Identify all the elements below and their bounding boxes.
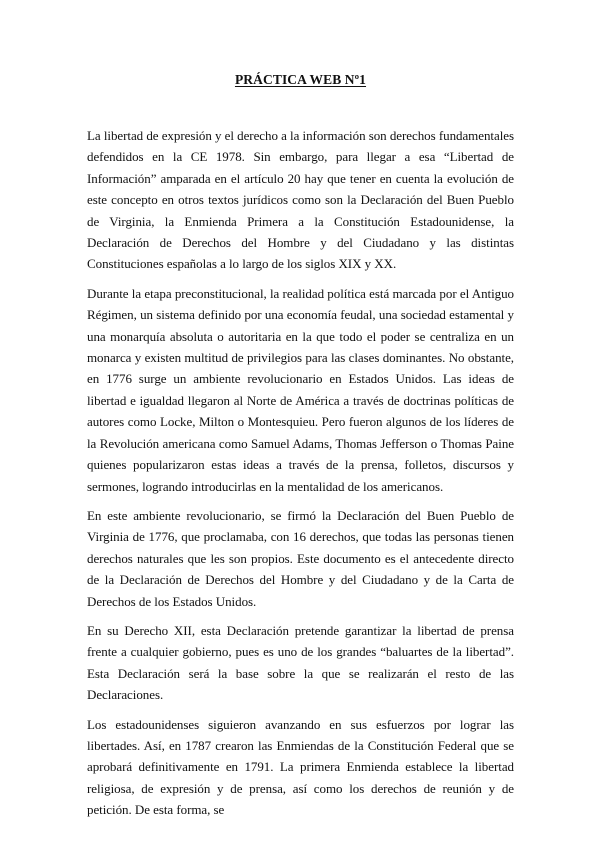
page-title: PRÁCTICA WEB Nº1 <box>234 72 367 87</box>
paragraph-preconstitutional: Durante la etapa preconstitucional, la realidad política está marcada por el Antiguo Régimen, un sistema definido por una economía feudal, una sociedad estamental y una monarquía absoluta o autoritaria en la que todo el poder se centraliza en un monarca y existen multitud de privilegios para las clases dominantes. No obstante, en 1776 surge un ambiente revolucionario en Estados Unidos. Las ideas de libertad e igualdad llegaron al Norte de América a través de doctrinas políticas de autores como Locke, Milton o Montesquieu. Pero fueron algunos de los líderes de la Revolución americana como Samuel Adams, Thomas Jefferson o Thomas Paine quienes popularizaron estas ideas a través de la prensa, folletos, discursos y sermones, logrando introducirlas en la mentalidad de los americanos. <box>87 285 514 494</box>
paragraph-derecho-xii: En su Derecho XII, esta Declaración pretende garantizar la libertad de prensa frente a cualquier gobierno, pues es uno de los grandes “baluartes de la libertad”. Esta Declaración será la base sobre la que se realizarán el resto de las Declaraciones. <box>87 622 514 703</box>
paragraph-enmiendas: Los estadounidenses siguieron avanzando en sus esfuerzos por lograr las libertades. Así, en 1787 crearon las Enmiendas de la Constitución Federal que se aprobará definitivamente en 1791. La primera Enmienda establece la libertad religiosa, de expresión y de prensa, así como los derechos de reunión y de petición. De esta forma, se <box>87 716 514 818</box>
paragraph-intro: La libertad de expresión y el derecho a la información son derechos fundamentales defendidos en la CE 1978. Sin embargo, para llegar a esa “Libertad de Información” amparada en el artículo 20 hay que tener en cuenta la evolución de este concepto en otros textos jurídicos como son la Declaración del Buen Pueblo de Virginia, la Enmienda Primera a la Constitución Estadounidense, la Declaración de Derechos del Hombre y del Ciudadano y las distintas Constituciones españolas a lo largo de los siglos XIX y XX. <box>87 128 514 272</box>
paragraph-virginia-declaration: En este ambiente revolucionario, se firmó la Declaración del Buen Pueblo de Virginia de 1776, que proclamaba, con 16 derechos, que todas las personas tienen derechos naturales que les son propios. Este documento es el antecedente directo de la Declaración de Derechos del Hombre y del Ciudadano y de la Carta de Derechos de los Estados Unidos. <box>87 507 514 609</box>
